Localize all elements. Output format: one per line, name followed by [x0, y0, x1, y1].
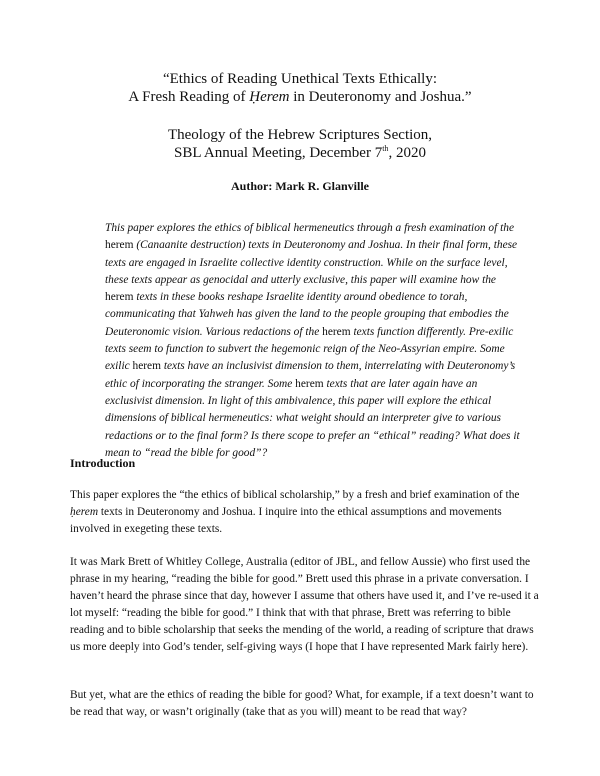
title-line-2-suffix: in Deuteronomy and Joshua.”: [289, 89, 472, 105]
subtitle-line-1: Theology of the Hebrew Scriptures Section,: [167, 127, 433, 143]
body-paragraph-1: [70, 487, 540, 538]
title-line-1: “Ethics of Reading Unethical Texts Ethically:: [162, 71, 437, 87]
subtitle-year: , 2020: [388, 145, 426, 161]
abstract: [105, 220, 525, 462]
paper-subtitle: [60, 126, 540, 162]
abstract-herem-term: herem: [132, 360, 161, 373]
title-line-2: [60, 88, 540, 106]
abstract-text: texts have an inclusivist dimension to them, interrelating with Deuteronomy’s ethic of incorporating the stranger. Some: [105, 360, 516, 390]
section-heading-introduction: Introduction: [70, 456, 136, 470]
title-line-2-prefix: A Fresh Reading of: [128, 89, 250, 105]
paragraph-text: This paper explores the “the ethics of biblical scholarship,” by a fresh and brief examination of the: [70, 489, 520, 501]
author-line: Author: Mark R. Glanville: [231, 179, 369, 193]
subtitle-line-2: [60, 144, 540, 162]
body-paragraph-2: It was Mark Brett of Whitley College, Australia (editor of JBL, and fellow Aussie) who first used the phrase in my hearing, “reading the bible for good.” Brett used this phrase in a private conversation. I haven’t heard the phrase since that day, however I assume that others have used it, and I’ve re-used it a lot myself: “reading the bible for good.” I think that with that phrase, Brett was referring to bible reading and to bible scholarship that seeks the mending of the world, a reading of scripture that draws us more deeply into God’s tender, self-giving ways (I hope that I have represented Mark fairly here).: [70, 556, 539, 653]
abstract-text: (Canaanite destruction) texts in Deuteronomy and Joshua. In their final form, these texts are engaged in Israelite collective identity construction. While on the surface level, these texts appear as genocidal and utterly exclusive, this paper will examine how the: [105, 239, 518, 286]
paragraph-text: texts in Deuteronomy and Joshua. I inquire into the ethical assumptions and movements involved in exegeting these texts.: [70, 506, 502, 535]
title-herem-term: Ḥerem: [249, 89, 290, 105]
subtitle-date: SBL Annual Meeting, December 7: [174, 145, 383, 161]
abstract-herem-term: herem: [322, 325, 351, 338]
abstract-text: texts in these books reshape Israelite identity around obedience to torah, communicating that Yahweh has given the land to the people grouping that embodies the Deuteronomic vision. Various redactions of the: [105, 291, 509, 338]
abstract-herem-term: herem: [295, 377, 324, 390]
subtitle-date-ordinal: th: [382, 144, 389, 153]
abstract-text: texts function differently. Pre-exilic texts seem to function to subvert the hegemonic reign of the Neo-Assyrian empire. Some exilic: [105, 325, 514, 373]
abstract-herem-term: herem: [105, 291, 134, 304]
abstract-text: texts that are later again have an exclusivist dimension. In light of this ambivalence, this paper will explore the ethical dimensions of biblical hermeneutics: what weight should an interpreter give to various redactions or to the final form? Is there scope to prefer an “ethical” reading? What does it mean to “read the bible for good”?: [105, 377, 520, 459]
paragraph-herem-term: ḥerem: [70, 506, 99, 518]
paper-title: [60, 70, 540, 106]
abstract-text: This paper explores the ethics of biblical hermeneutics through a fresh examination of the: [105, 222, 515, 234]
body-paragraph-3: But yet, what are the ethics of reading the bible for good? What, for example, if a text doesn’t want to be read that way, or wasn’t originally (take that as you will) meant to be read that way?: [70, 689, 534, 718]
abstract-herem-term: herem: [105, 239, 134, 252]
